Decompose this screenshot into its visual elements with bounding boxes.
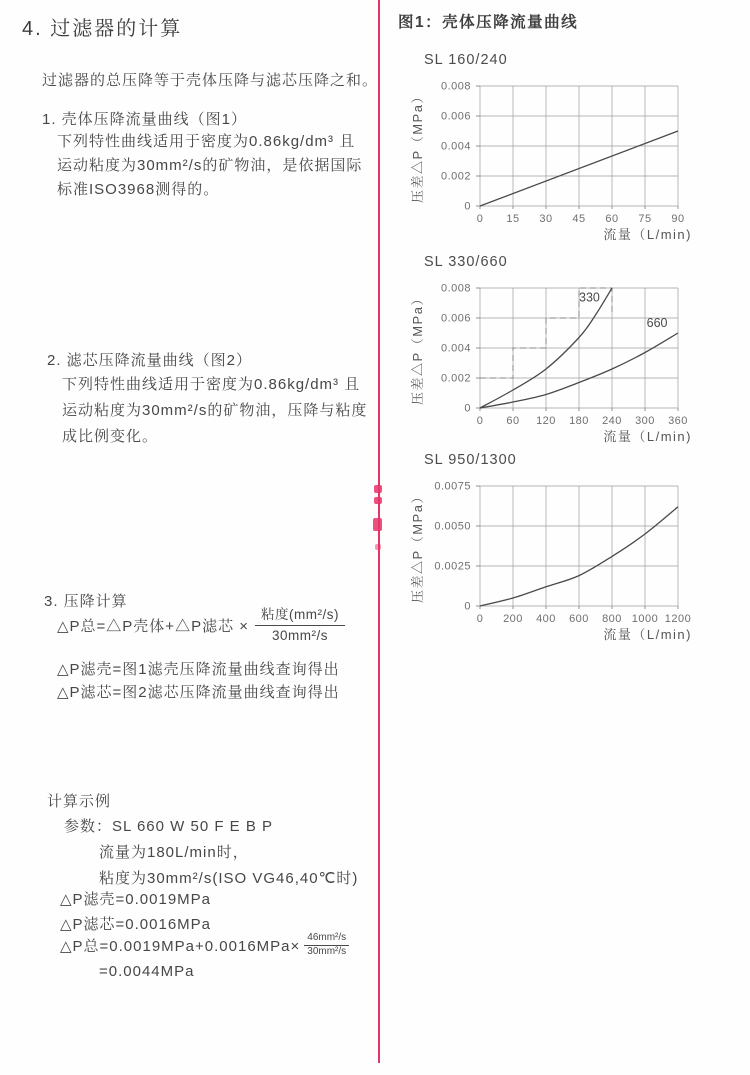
figure1-header: 图1：壳体压降流量曲线 [398,14,579,31]
fraction-denominator: 30mm²/s [271,627,328,643]
chart-canvas [400,278,718,453]
svg-text:0.008: 0.008 [440,282,471,295]
example-results [60,887,211,937]
example-total-formula [60,932,349,958]
fraction-numerator: 46mm²/s [304,932,349,946]
text-line: 流量为180L/min时， [99,844,249,861]
ink-speck [374,485,382,493]
svg-text:200: 200 [503,613,523,625]
svg-text:0: 0 [464,200,471,213]
text-line: 粘度为30mm²/s(ISO VG46,40℃时) [99,870,359,887]
svg-text:45: 45 [572,213,586,225]
text-line: △P滤芯=图2滤芯压降流量曲线查询得出 [57,684,340,701]
svg-text:0: 0 [476,213,484,225]
ink-speck [373,518,382,531]
svg-text:0: 0 [464,402,471,415]
ink-speck [374,497,382,504]
svg-text:75: 75 [638,213,652,225]
chart-title: SL 950/1300 [424,452,517,468]
svg-text:600: 600 [569,613,589,625]
text-line: 下列特性曲线适用于密度为0.86kg/dm³ 且 [62,376,361,393]
svg-text:流量（L/min): 流量（L/min) [603,627,692,642]
svg-text:0.006: 0.006 [440,312,471,325]
chart-sl-160-240 [398,52,718,251]
intro-text: 过滤器的总压降等于壳体压降与滤芯压降之和。 [42,72,379,89]
svg-text:0.002: 0.002 [440,170,471,183]
text-line: 下列特性曲线适用于密度为0.86kg/dm³ 且 [57,133,356,150]
section2-body [62,372,367,450]
fraction-denominator: 30mm²/s [307,945,347,957]
svg-text:流量（L/min): 流量（L/min) [603,429,692,444]
fraction-numerator: 粘度(mm²/s) [255,606,345,626]
svg-text:0.008: 0.008 [440,80,471,93]
section1-body [57,130,362,202]
text-line: 运动粘度为30mm²/s的矿物油，是依据国际 [57,157,363,174]
text-line: △P滤壳=0.0019MPa [60,891,212,908]
svg-text:1000: 1000 [631,613,659,625]
example-params: 参数：SL 660 W 50 F E B P [64,818,274,835]
text-line: 运动粘度为30mm²/s的矿物油，压降与粘度 [62,402,368,419]
svg-text:压差△P（MPa）: 压差△P（MPa） [410,489,425,603]
total-fraction [304,932,349,958]
svg-text:180: 180 [569,415,589,427]
pressure-drop-formula [57,606,345,644]
svg-text:0: 0 [464,600,471,613]
svg-text:1200: 1200 [664,613,692,625]
svg-text:压差△P（MPa）: 压差△P（MPa） [410,291,425,405]
svg-text:0.004: 0.004 [440,140,471,153]
formula-notes [57,658,340,704]
chart-canvas [400,476,718,651]
text-line: 成比例变化。 [62,428,159,445]
total-lhs: △P总=0.0019MPa+0.0016MPa× [60,937,301,955]
example-conditions [99,840,358,892]
chart-svg [400,476,712,646]
chart-title: SL 160/240 [424,52,508,68]
svg-text:660: 660 [646,316,668,330]
ink-speck [375,544,381,550]
svg-text:0: 0 [476,613,484,625]
chart-canvas [400,76,718,251]
chart-svg [400,278,712,448]
svg-text:0.0050: 0.0050 [434,520,471,533]
section3-heading: 3. 压降计算 [44,593,128,610]
svg-text:30: 30 [539,213,553,225]
svg-text:800: 800 [602,613,622,625]
svg-text:90: 90 [671,213,685,225]
svg-text:0.002: 0.002 [440,372,471,385]
svg-text:0.0075: 0.0075 [434,480,471,493]
svg-text:0.0025: 0.0025 [434,560,471,573]
formula-fraction [255,606,345,644]
text-line: △P滤芯=0.0016MPa [60,916,212,933]
chart-title: SL 330/660 [424,254,508,270]
svg-text:330: 330 [579,290,600,305]
svg-text:15: 15 [506,213,520,225]
chart-sl-950-1300 [398,452,718,651]
svg-text:240: 240 [602,415,622,427]
svg-text:压差△P（MPa）: 压差△P（MPa） [410,89,425,203]
svg-text:300: 300 [635,415,655,427]
section2-heading: 2. 滤芯压降流量曲线（图2） [47,352,253,369]
formula-lhs: △P总=△P壳体+△P滤芯 × [57,617,249,635]
svg-text:0.006: 0.006 [440,110,471,123]
svg-text:0.004: 0.004 [440,342,471,355]
svg-text:60: 60 [605,213,619,225]
page-title: 4. 过滤器的计算 [22,18,183,40]
divider-line [378,0,380,1063]
svg-text:0: 0 [476,415,484,427]
svg-text:360: 360 [668,415,688,427]
section1-heading: 1. 壳体压降流量曲线（图1） [42,111,248,128]
svg-text:400: 400 [536,613,556,625]
svg-text:流量（L/min): 流量（L/min) [603,227,692,242]
example-total-result: =0.0044MPa [99,963,195,980]
svg-text:60: 60 [506,415,520,427]
chart-sl-330-660 [398,254,718,453]
text-line: △P滤壳=图1滤壳压降流量曲线查询得出 [57,661,340,678]
example-heading: 计算示例 [47,793,112,810]
svg-text:120: 120 [536,415,556,427]
text-line: 标准ISO3968测得的。 [57,181,220,198]
chart-svg [400,76,712,246]
